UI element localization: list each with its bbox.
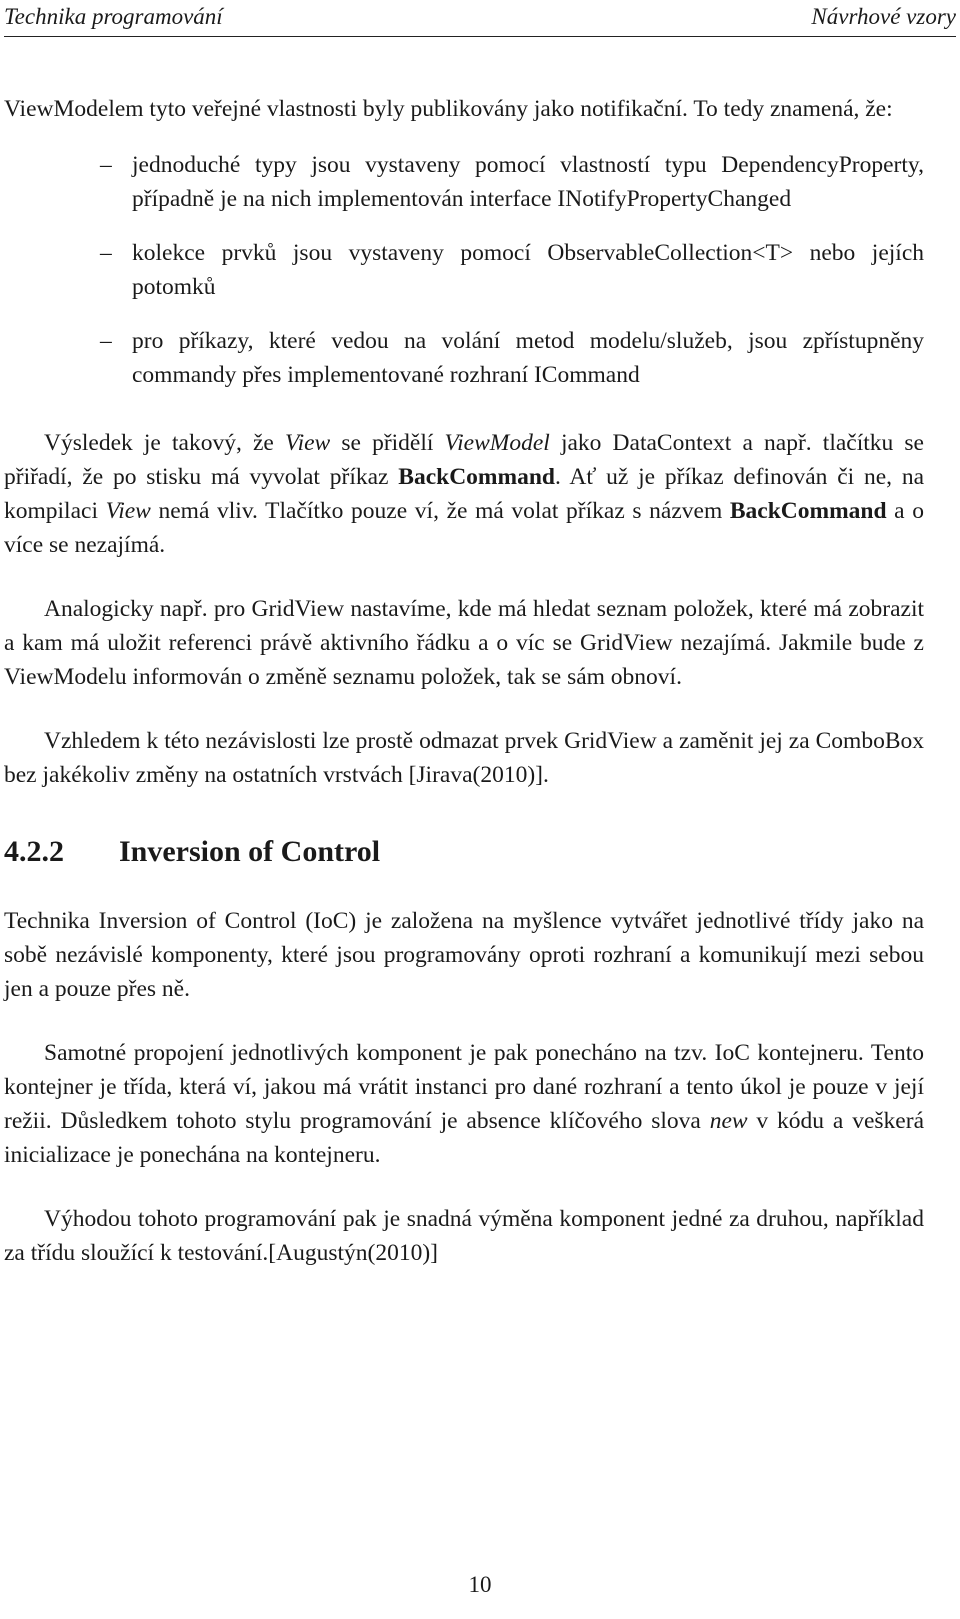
dash-bullet: – <box>100 240 112 266</box>
term-backcommand: BackCommand <box>398 464 555 490</box>
paragraph-ioc-advantage: Výhodou tohoto programování pak je snadná výměna komponent jedné za druhou, například za třídu sloužící k testování.[Augustýn(2010)] <box>4 1206 924 1266</box>
intro-paragraph: ViewModelem tyto veřejné vlastnosti byly publikovány jako notifikační. To tedy znamená, že: <box>4 96 893 122</box>
term-backcommand: BackCommand <box>729 498 887 524</box>
paragraph-ioc-container: Samotné propojení jednotlivých komponent je pak ponecháno na tzv. IoC kontejneru. Tento kontejner je třída, která ví, jakou má vrátit instanci pro dané rozhraní a tento úkol je pouze v její režii. Důsledkem tohoto stylu programování je absence klíčového slova new v kódu a veškerá inicializace je ponechána na kontejneru. <box>4 1040 924 1168</box>
list-item-text: pro příkazy, které vedou na volání metod modelu/služeb, jsou zpřístupněny commandy přes implementované rozhraní ICommand <box>132 328 924 388</box>
term-viewmodel: ViewModel <box>444 430 550 456</box>
section-number: 4.2.2 <box>4 835 64 868</box>
list-item <box>4 324 924 392</box>
dash-bullet: – <box>100 152 112 178</box>
section-heading <box>4 832 924 872</box>
dash-bullet: – <box>100 328 112 354</box>
list-item <box>4 236 924 304</box>
section-title: Inversion of Control <box>119 835 381 868</box>
term-view: View <box>284 430 331 456</box>
keyword-new: new <box>709 1108 748 1134</box>
body-text <box>4 92 924 1270</box>
list-item <box>4 148 924 216</box>
paragraph-ioc-definition: Technika Inversion of Control (IoC) je založena na myšlence vytvářet jednotlivé třídy jako na sobě nezávislé komponenty, které jsou programovány oproti rozhraní a komunikují mezi sebou jen a pouze přes ně. <box>4 908 924 1002</box>
running-header <box>4 2 956 37</box>
paragraph-gridview: Analogicky např. pro GridView nastavíme, kde má hledat seznam položek, které má zobrazit a kam má uložit referenci právě aktivního řádku a o víc se GridView nezajímá. Jakmile bude z ViewModelu informován o změně seznamu položek, tak se sám obnoví. <box>4 596 924 690</box>
header-section-title: Návrhové vzory <box>811 4 956 29</box>
bullet-list <box>4 148 924 392</box>
term-view: View <box>105 498 151 524</box>
paragraph-combobox: Vzhledem k této nezávislosti lze prostě odmazat prvek GridView a zaměnit jej za ComboBox bez jakékoliv změny na ostatních vrstvách [Jirava(2010)]. <box>4 728 924 788</box>
list-item-text: jednoduché typy jsou vystaveny pomocí vlastností typu DependencyProperty, případně je na nich implementován interface INotifyPropertyChanged <box>132 152 924 212</box>
page-number: 10 <box>468 1572 492 1597</box>
list-item-text: kolekce prvků jsou vystaveny pomocí ObservableCollection<T> nebo jejích potomků <box>132 240 924 300</box>
header-chapter-title: Technika programování <box>4 4 223 29</box>
paragraph-view-viewmodel: Výsledek je takový, že View se přidělí ViewModel jako DataContext a např. tlačítku se přiřadí, že po stisku má vyvolat příkaz BackCommand. Ať už je příkaz definován či ne, na kompilaci View nemá vliv. Tlačítko pouze ví, že má volat příkaz s názvem BackCommand a o více se nezajímá. <box>4 430 925 558</box>
